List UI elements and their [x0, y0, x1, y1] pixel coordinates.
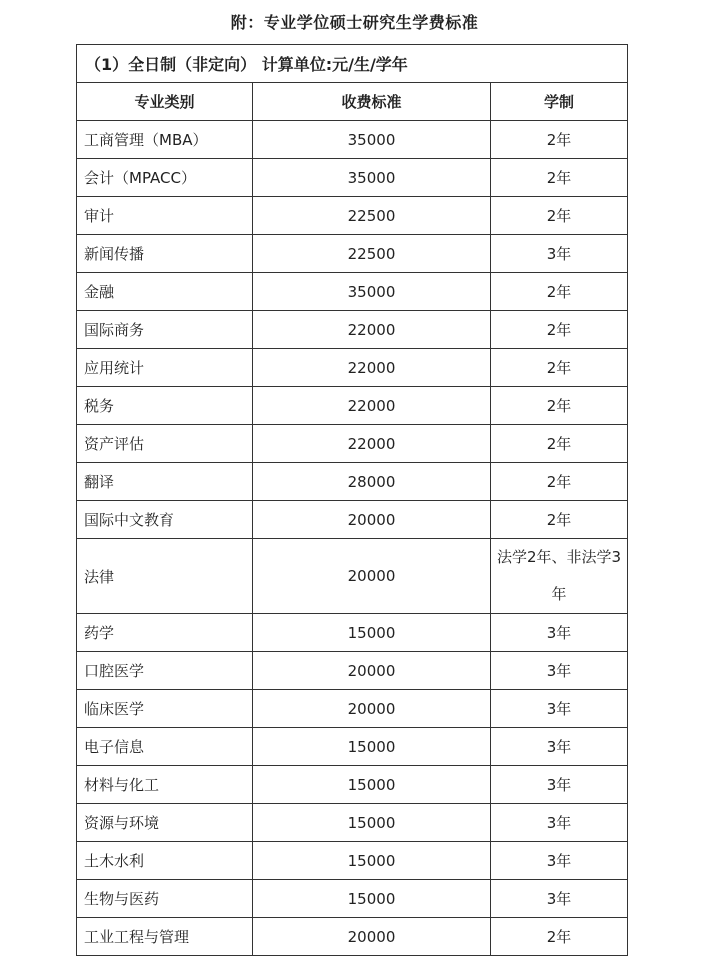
fee-cell: 20000 — [253, 918, 491, 956]
duration-cell: 3年 — [491, 614, 628, 652]
category-cell: 应用统计 — [77, 349, 253, 387]
table-row — [77, 804, 628, 842]
category-cell: 税务 — [77, 387, 253, 425]
duration-cell: 2年 — [491, 349, 628, 387]
table-header-row — [77, 83, 628, 121]
fee-cell: 35000 — [253, 121, 491, 159]
table-row — [77, 690, 628, 728]
column-header-duration: 学制 — [491, 83, 628, 121]
fee-cell: 35000 — [253, 273, 491, 311]
duration-cell: 2年 — [491, 311, 628, 349]
table-row — [77, 652, 628, 690]
table-row — [77, 273, 628, 311]
category-cell: 国际商务 — [77, 311, 253, 349]
category-cell: 金融 — [77, 273, 253, 311]
category-cell: 资产评估 — [77, 425, 253, 463]
duration-cell: 2年 — [491, 273, 628, 311]
fee-cell: 20000 — [253, 539, 491, 614]
fee-cell: 22000 — [253, 387, 491, 425]
duration-cell: 2年 — [491, 918, 628, 956]
table-row — [77, 766, 628, 804]
duration-cell: 3年 — [491, 235, 628, 273]
column-header-category: 专业类别 — [77, 83, 253, 121]
table-row — [77, 349, 628, 387]
fee-cell: 15000 — [253, 766, 491, 804]
duration-cell: 3年 — [491, 804, 628, 842]
duration-cell: 2年 — [491, 501, 628, 539]
fee-cell: 15000 — [253, 842, 491, 880]
fee-cell: 15000 — [253, 880, 491, 918]
fee-cell: 35000 — [253, 159, 491, 197]
fee-cell: 20000 — [253, 501, 491, 539]
category-cell: 临床医学 — [77, 690, 253, 728]
table-row — [77, 387, 628, 425]
table-caption: （1）全日制（非定向） 计算单位:元/生/学年 — [77, 45, 628, 83]
table-row — [77, 842, 628, 880]
duration-cell: 3年 — [491, 728, 628, 766]
table-row — [77, 425, 628, 463]
category-cell: 电子信息 — [77, 728, 253, 766]
category-cell: 审计 — [77, 197, 253, 235]
table-row — [77, 539, 628, 614]
category-cell: 法律 — [77, 539, 253, 614]
table-row — [77, 197, 628, 235]
duration-cell: 2年 — [491, 197, 628, 235]
duration-cell: 3年 — [491, 842, 628, 880]
category-cell: 土木水利 — [77, 842, 253, 880]
fee-cell: 20000 — [253, 690, 491, 728]
category-cell: 材料与化工 — [77, 766, 253, 804]
category-cell: 会计（MPACC） — [77, 159, 253, 197]
duration-cell: 2年 — [491, 159, 628, 197]
table-row — [77, 121, 628, 159]
duration-cell: 2年 — [491, 425, 628, 463]
table-row — [77, 614, 628, 652]
duration-text: 法学2年、非法学3年 — [496, 548, 622, 603]
table-row — [77, 880, 628, 918]
fee-cell: 28000 — [253, 463, 491, 501]
fee-cell: 15000 — [253, 614, 491, 652]
table-row — [77, 501, 628, 539]
category-cell: 工业工程与管理 — [77, 918, 253, 956]
fee-cell: 15000 — [253, 804, 491, 842]
fee-cell: 22000 — [253, 425, 491, 463]
fee-cell: 22500 — [253, 197, 491, 235]
fee-cell: 22000 — [253, 311, 491, 349]
fee-cell: 22500 — [253, 235, 491, 273]
table-row — [77, 159, 628, 197]
column-header-fee: 收费标准 — [253, 83, 491, 121]
table-row — [77, 463, 628, 501]
category-cell: 工商管理（MBA） — [77, 121, 253, 159]
table-row — [77, 728, 628, 766]
duration-cell: 2年 — [491, 121, 628, 159]
category-cell: 口腔医学 — [77, 652, 253, 690]
page-title: 附：专业学位硕士研究生学费标准 — [230, 13, 479, 32]
category-cell: 翻译 — [77, 463, 253, 501]
category-cell: 生物与医药 — [77, 880, 253, 918]
table-row — [77, 311, 628, 349]
duration-cell: 3年 — [491, 690, 628, 728]
duration-cell: 3年 — [491, 652, 628, 690]
tuition-fee-table — [76, 44, 628, 956]
table-row — [77, 235, 628, 273]
duration-cell — [491, 539, 628, 614]
duration-cell: 2年 — [491, 387, 628, 425]
fee-cell: 15000 — [253, 728, 491, 766]
table-row — [77, 918, 628, 956]
fee-cell: 22000 — [253, 349, 491, 387]
category-cell: 药学 — [77, 614, 253, 652]
duration-cell: 2年 — [491, 463, 628, 501]
duration-cell: 3年 — [491, 880, 628, 918]
table-caption-row — [77, 45, 628, 83]
duration-cell: 3年 — [491, 766, 628, 804]
category-cell: 国际中文教育 — [77, 501, 253, 539]
category-cell: 资源与环境 — [77, 804, 253, 842]
category-cell: 新闻传播 — [77, 235, 253, 273]
fee-cell: 20000 — [253, 652, 491, 690]
